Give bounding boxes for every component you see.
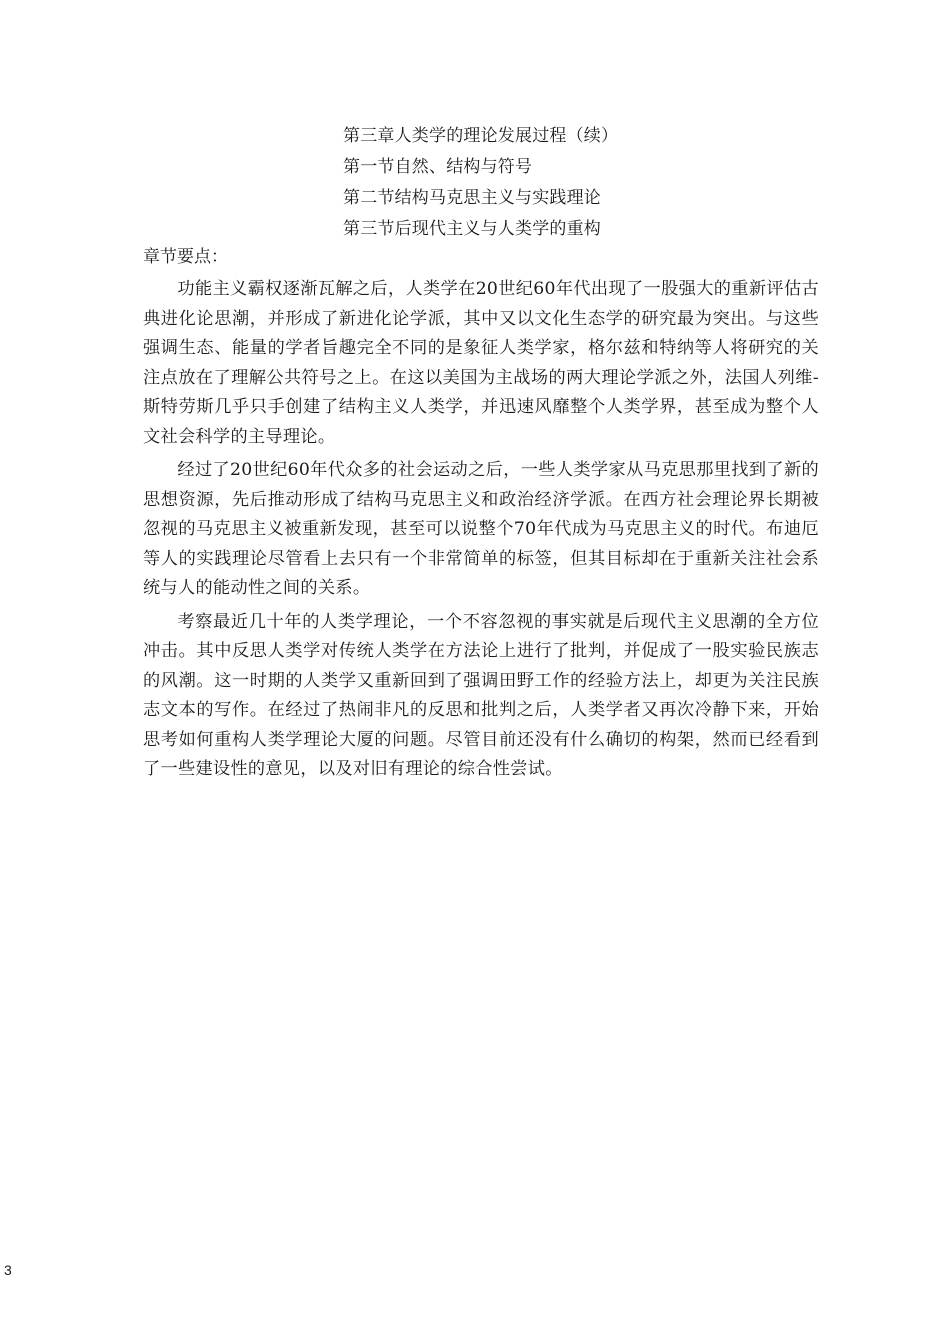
key-points-heading: 章节要点： — [143, 247, 228, 267]
paragraph-3: 考察最近几十年的人类学理论，一个不容忽视的事实就是后现代主义思潮的全方位冲击。其中反思人类学对传统人类学在方法论上进行了批判，并促成了一股实验民族志的风潮。这一时期的人类学又重新回到了强调田野工作的经验方法上，却更为关注民族志文本的写作。在经过了热闹非凡的反思和批判之后，人类学者又再次冷静下来，开始思考如何重构人类学理论大厦的问题。尽管目前还没有什么确切的构架，然而已经看到了一些建设性的意见，以及对旧有理论的综合性尝试。 — [143, 611, 819, 779]
chapter-title: 第三章人类学的理论发展过程（续） — [343, 126, 619, 146]
page-number: 3 — [4, 1262, 12, 1278]
paragraph-1: 功能主义霸权逐渐瓦解之后，人类学在20世纪60年代出现了一股强大的重新评估古典进化论思潮，并形成了新进化论学派，其中又以文化生态学的研究最为突出。与这些强调生态、能量的学者旨趣完全不同的是象征人类学家，格尔兹和特纳等人将研究的关注点放在了理解公共符号之上。在这以美国为主战场的两大理论学派之外，法国人列维-斯特劳斯几乎只手创建了结构主义人类学，并迅速风靡整个人类学界，甚至成为整个人文社会科学的主导理论。 — [143, 279, 819, 447]
section-item-1: 第一节自然、结构与符号 — [343, 157, 533, 177]
section-item-3: 第三节后现代主义与人类学的重构 — [343, 219, 601, 239]
paragraph-2: 经过了20世纪60年代众多的社会运动之后，一些人类学家从马克思那里找到了新的思想资源，先后推动形成了结构马克思主义和政治经济学派。在西方社会理论界长期被忽视的马克思主义被重新发现，甚至可以说整个70年代成为马克思主义的时代。布迪厄等人的实践理论尽管看上去只有一个非常简单的标签，但其目标却在于重新关注社会系统与人的能动性之间的关系。 — [143, 460, 819, 598]
chapter-outline — [343, 121, 763, 245]
key-points-body — [143, 275, 819, 789]
section-item-2: 第二节结构马克思主义与实践理论 — [343, 188, 601, 208]
